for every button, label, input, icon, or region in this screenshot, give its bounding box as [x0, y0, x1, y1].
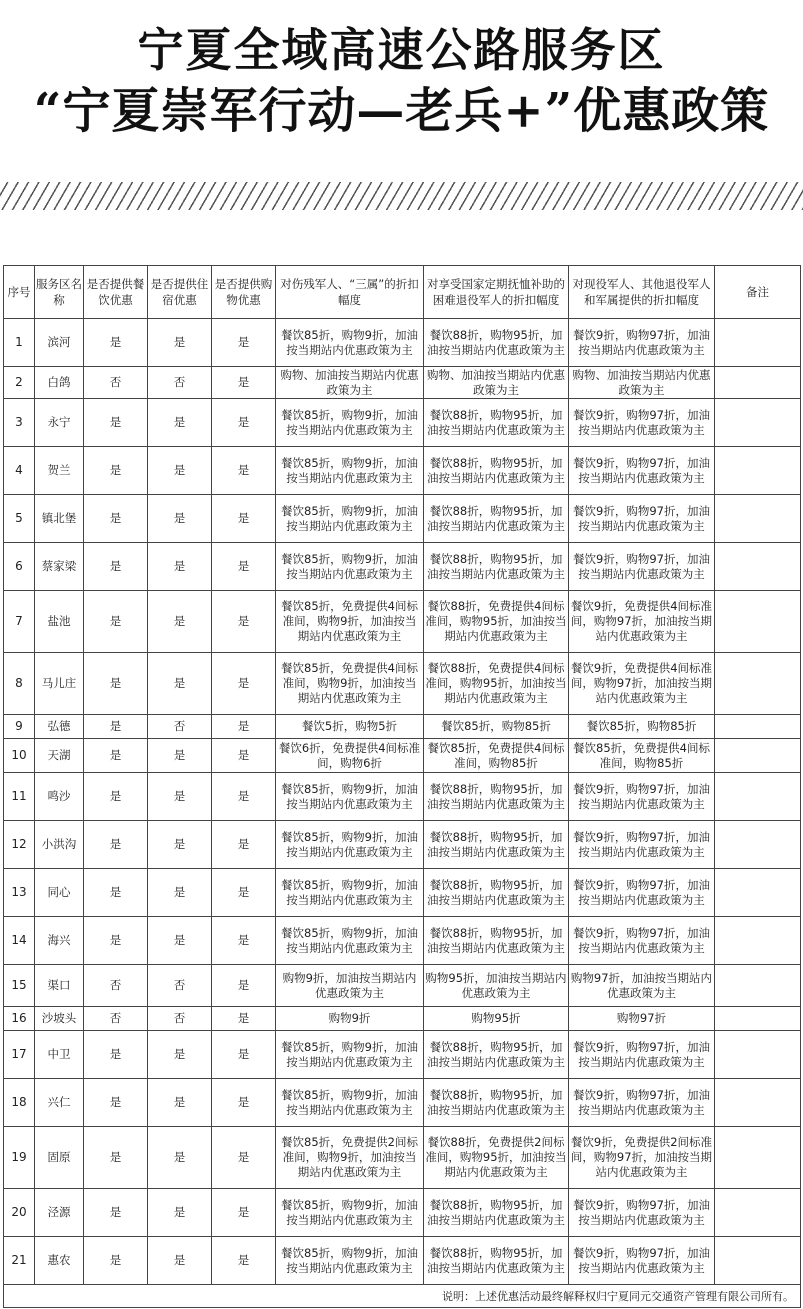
row-needy-veteran-discount: 餐饮88折，免费提供2间标准间，购物95折，加油按当期站内优惠政策为主 — [424, 1127, 569, 1189]
row-no: 7 — [4, 591, 35, 653]
table-row — [4, 319, 801, 367]
row-shop-offer: 是 — [212, 869, 276, 917]
row-disabled-veteran-discount: 餐饮85折，购物9折，加油按当期站内优惠政策为主 — [276, 1189, 424, 1237]
row-note — [715, 1237, 801, 1285]
row-no: 10 — [4, 739, 35, 773]
row-needy-veteran-discount: 餐饮88折，购物95折，加油按当期站内优惠政策为主 — [424, 1237, 569, 1285]
row-needy-veteran-discount: 餐饮88折，购物95折，加油按当期站内优惠政策为主 — [424, 869, 569, 917]
row-disabled-veteran-discount: 餐饮85折，购物9折，加油按当期站内优惠政策为主 — [276, 1079, 424, 1127]
row-disabled-veteran-discount: 餐饮85折，免费提供2间标准间，购物9折，加油按当期站内优惠政策为主 — [276, 1127, 424, 1189]
footer-note: 说明：上述优惠活动最终解释权归宁夏同元交通资产管理有限公司所有。 — [4, 1285, 801, 1308]
column-header-needy-veteran-discount: 对享受国家定期抚恤补助的困难退役军人的折扣幅度 — [424, 266, 569, 319]
row-no: 1 — [4, 319, 35, 367]
row-food-offer: 是 — [84, 739, 148, 773]
row-stay-offer: 是 — [148, 1079, 212, 1127]
row-active-military-discount: 餐饮85折，免费提供4间标准间，购物85折 — [569, 739, 715, 773]
row-no: 16 — [4, 1007, 35, 1031]
row-no: 19 — [4, 1127, 35, 1189]
row-note — [715, 1031, 801, 1079]
row-stay-offer: 是 — [148, 319, 212, 367]
row-no: 17 — [4, 1031, 35, 1079]
row-stay-offer: 是 — [148, 495, 212, 543]
row-no: 2 — [4, 367, 35, 399]
row-active-military-discount: 餐饮9折，购物97折，加油按当期站内优惠政策为主 — [569, 447, 715, 495]
row-stay-offer: 是 — [148, 1237, 212, 1285]
row-stay-offer: 是 — [148, 543, 212, 591]
row-needy-veteran-discount: 餐饮88折，购物95折，加油按当期站内优惠政策为主 — [424, 1079, 569, 1127]
row-disabled-veteran-discount: 购物9折，加油按当期站内优惠政策为主 — [276, 965, 424, 1007]
row-food-offer: 是 — [84, 495, 148, 543]
row-stay-offer: 是 — [148, 447, 212, 495]
row-note — [715, 821, 801, 869]
row-stay-offer: 是 — [148, 399, 212, 447]
row-note — [715, 917, 801, 965]
row-food-offer: 是 — [84, 1189, 148, 1237]
row-shop-offer: 是 — [212, 495, 276, 543]
decorative-hatch-divider — [0, 182, 803, 210]
table-row — [4, 653, 801, 715]
row-needy-veteran-discount: 购物、加油按当期站内优惠政策为主 — [424, 367, 569, 399]
row-food-offer: 是 — [84, 715, 148, 739]
table-header-row — [4, 266, 801, 319]
row-active-military-discount: 餐饮85折，购物85折 — [569, 715, 715, 739]
row-stay-offer: 是 — [148, 869, 212, 917]
row-disabled-veteran-discount: 餐饮85折，免费提供4间标准间，购物9折，加油按当期站内优惠政策为主 — [276, 591, 424, 653]
table-row — [4, 1189, 801, 1237]
row-note — [715, 965, 801, 1007]
table-row — [4, 367, 801, 399]
row-shop-offer: 是 — [212, 399, 276, 447]
table-row — [4, 965, 801, 1007]
row-needy-veteran-discount: 餐饮88折，购物95折，加油按当期站内优惠政策为主 — [424, 319, 569, 367]
row-needy-veteran-discount: 餐饮88折，购物95折，加油按当期站内优惠政策为主 — [424, 495, 569, 543]
row-service-area: 固原 — [35, 1127, 84, 1189]
row-stay-offer: 否 — [148, 965, 212, 1007]
row-note — [715, 399, 801, 447]
row-note — [715, 869, 801, 917]
table-row — [4, 1031, 801, 1079]
row-no: 9 — [4, 715, 35, 739]
row-active-military-discount: 餐饮9折，购物97折，加油按当期站内优惠政策为主 — [569, 495, 715, 543]
column-header-disabled-veteran-discount: 对伤残军人、“三属”的折扣幅度 — [276, 266, 424, 319]
row-needy-veteran-discount: 餐饮88折，购物95折，加油按当期站内优惠政策为主 — [424, 1031, 569, 1079]
row-food-offer: 是 — [84, 653, 148, 715]
row-service-area: 小洪沟 — [35, 821, 84, 869]
row-note — [715, 1127, 801, 1189]
row-no: 13 — [4, 869, 35, 917]
row-service-area: 同心 — [35, 869, 84, 917]
row-stay-offer: 是 — [148, 1031, 212, 1079]
policy-table-container — [3, 265, 800, 1308]
row-active-military-discount: 餐饮9折，购物97折，加油按当期站内优惠政策为主 — [569, 1031, 715, 1079]
row-active-military-discount: 购物97折 — [569, 1007, 715, 1031]
row-food-offer: 是 — [84, 591, 148, 653]
row-service-area: 海兴 — [35, 917, 84, 965]
row-note — [715, 715, 801, 739]
row-needy-veteran-discount: 餐饮88折，免费提供4间标准间，购物95折，加油按当期站内优惠政策为主 — [424, 591, 569, 653]
table-row — [4, 869, 801, 917]
row-no: 3 — [4, 399, 35, 447]
row-service-area: 蔡家梁 — [35, 543, 84, 591]
row-food-offer: 是 — [84, 773, 148, 821]
column-header-note: 备注 — [715, 266, 801, 319]
page-header — [0, 0, 803, 150]
row-disabled-veteran-discount: 餐饮85折，购物9折，加油按当期站内优惠政策为主 — [276, 495, 424, 543]
table-row — [4, 1007, 801, 1031]
row-no: 18 — [4, 1079, 35, 1127]
row-active-military-discount: 餐饮9折，购物97折，加油按当期站内优惠政策为主 — [569, 917, 715, 965]
row-needy-veteran-discount: 餐饮88折，购物95折，加油按当期站内优惠政策为主 — [424, 821, 569, 869]
row-disabled-veteran-discount: 餐饮85折，购物9折，加油按当期站内优惠政策为主 — [276, 773, 424, 821]
row-no: 5 — [4, 495, 35, 543]
row-active-military-discount: 餐饮9折，购物97折，加油按当期站内优惠政策为主 — [569, 399, 715, 447]
row-active-military-discount: 餐饮9折，购物97折，加油按当期站内优惠政策为主 — [569, 319, 715, 367]
row-stay-offer: 否 — [148, 1007, 212, 1031]
column-header-stay: 是否提供住宿优惠 — [148, 266, 212, 319]
column-header-name: 服务区名称 — [35, 266, 84, 319]
row-needy-veteran-discount: 购物95折，加油按当期站内优惠政策为主 — [424, 965, 569, 1007]
row-service-area: 中卫 — [35, 1031, 84, 1079]
page-title-line2: “宁夏崇军行动—老兵+”优惠政策 — [33, 83, 770, 139]
row-note — [715, 1007, 801, 1031]
row-active-military-discount: 餐饮9折，购物97折，加油按当期站内优惠政策为主 — [569, 869, 715, 917]
row-disabled-veteran-discount: 餐饮85折，购物9折，加油按当期站内优惠政策为主 — [276, 1031, 424, 1079]
row-disabled-veteran-discount: 餐饮85折，购物9折，加油按当期站内优惠政策为主 — [276, 917, 424, 965]
row-service-area: 盐池 — [35, 591, 84, 653]
row-food-offer: 是 — [84, 1237, 148, 1285]
row-service-area: 泾源 — [35, 1189, 84, 1237]
row-needy-veteran-discount: 餐饮88折，购物95折，加油按当期站内优惠政策为主 — [424, 543, 569, 591]
row-food-offer: 是 — [84, 399, 148, 447]
row-disabled-veteran-discount: 餐饮85折，购物9折，加油按当期站内优惠政策为主 — [276, 319, 424, 367]
table-row — [4, 495, 801, 543]
row-note — [715, 739, 801, 773]
row-disabled-veteran-discount: 餐饮6折，免费提供4间标准间，购物6折 — [276, 739, 424, 773]
row-active-military-discount: 购物、加油按当期站内优惠政策为主 — [569, 367, 715, 399]
row-needy-veteran-discount: 购物95折 — [424, 1007, 569, 1031]
row-active-military-discount: 餐饮9折，购物97折，加油按当期站内优惠政策为主 — [569, 773, 715, 821]
row-note — [715, 773, 801, 821]
table-row — [4, 1127, 801, 1189]
table-row — [4, 543, 801, 591]
row-needy-veteran-discount: 餐饮85折，购物85折 — [424, 715, 569, 739]
row-shop-offer: 是 — [212, 773, 276, 821]
table-row — [4, 773, 801, 821]
row-disabled-veteran-discount: 餐饮85折，购物9折，加油按当期站内优惠政策为主 — [276, 1237, 424, 1285]
row-food-offer: 是 — [84, 319, 148, 367]
page-title-line1: 宁夏全域高速公路服务区 — [137, 23, 666, 77]
row-food-offer: 是 — [84, 917, 148, 965]
row-no: 21 — [4, 1237, 35, 1285]
row-active-military-discount: 餐饮9折，购物97折，加油按当期站内优惠政策为主 — [569, 821, 715, 869]
row-note — [715, 1189, 801, 1237]
row-food-offer: 否 — [84, 367, 148, 399]
row-stay-offer: 是 — [148, 653, 212, 715]
row-note — [715, 543, 801, 591]
row-no: 20 — [4, 1189, 35, 1237]
row-service-area: 鸣沙 — [35, 773, 84, 821]
table-row — [4, 715, 801, 739]
row-food-offer: 是 — [84, 1079, 148, 1127]
row-shop-offer: 是 — [212, 821, 276, 869]
row-shop-offer: 是 — [212, 1079, 276, 1127]
row-no: 15 — [4, 965, 35, 1007]
row-shop-offer: 是 — [212, 319, 276, 367]
row-disabled-veteran-discount: 餐饮85折，购物9折，加油按当期站内优惠政策为主 — [276, 399, 424, 447]
row-service-area: 永宁 — [35, 399, 84, 447]
row-food-offer: 否 — [84, 965, 148, 1007]
row-disabled-veteran-discount: 餐饮85折，购物9折，加油按当期站内优惠政策为主 — [276, 543, 424, 591]
row-shop-offer: 是 — [212, 447, 276, 495]
row-stay-offer: 否 — [148, 715, 212, 739]
row-needy-veteran-discount: 餐饮88折，购物95折，加油按当期站内优惠政策为主 — [424, 447, 569, 495]
row-shop-offer: 是 — [212, 653, 276, 715]
table-row — [4, 821, 801, 869]
table-row — [4, 917, 801, 965]
row-no: 14 — [4, 917, 35, 965]
table-row — [4, 447, 801, 495]
row-service-area: 兴仁 — [35, 1079, 84, 1127]
row-stay-offer: 是 — [148, 773, 212, 821]
row-active-military-discount: 餐饮9折，免费提供4间标准间，购物97折，加油按当期站内优惠政策为主 — [569, 591, 715, 653]
row-stay-offer: 是 — [148, 1127, 212, 1189]
row-service-area: 滨河 — [35, 319, 84, 367]
row-needy-veteran-discount: 餐饮88折，购物95折，加油按当期站内优惠政策为主 — [424, 399, 569, 447]
row-disabled-veteran-discount: 餐饮85折，购物9折，加油按当期站内优惠政策为主 — [276, 447, 424, 495]
row-note — [715, 367, 801, 399]
row-no: 6 — [4, 543, 35, 591]
row-shop-offer: 是 — [212, 1007, 276, 1031]
row-disabled-veteran-discount: 餐饮85折，免费提供4间标准间，购物9折，加油按当期站内优惠政策为主 — [276, 653, 424, 715]
row-note — [715, 319, 801, 367]
row-service-area: 白鸽 — [35, 367, 84, 399]
row-note — [715, 495, 801, 543]
row-no: 11 — [4, 773, 35, 821]
row-stay-offer: 是 — [148, 917, 212, 965]
row-disabled-veteran-discount: 购物9折 — [276, 1007, 424, 1031]
row-needy-veteran-discount: 餐饮88折，购物95折，加油按当期站内优惠政策为主 — [424, 773, 569, 821]
row-disabled-veteran-discount: 购物、加油按当期站内优惠政策为主 — [276, 367, 424, 399]
column-header-active-military-discount: 对现役军人、其他退役军人和军属提供的折扣幅度 — [569, 266, 715, 319]
row-shop-offer: 是 — [212, 1127, 276, 1189]
row-disabled-veteran-discount: 餐饮85折，购物9折，加油按当期站内优惠政策为主 — [276, 869, 424, 917]
table-row — [4, 1079, 801, 1127]
row-active-military-discount: 餐饮9折，购物97折，加油按当期站内优惠政策为主 — [569, 1237, 715, 1285]
row-note — [715, 1079, 801, 1127]
row-stay-offer: 是 — [148, 591, 212, 653]
row-shop-offer: 是 — [212, 367, 276, 399]
row-note — [715, 447, 801, 495]
row-food-offer: 是 — [84, 1031, 148, 1079]
row-service-area: 贺兰 — [35, 447, 84, 495]
row-food-offer: 否 — [84, 1007, 148, 1031]
row-service-area: 弘德 — [35, 715, 84, 739]
row-service-area: 沙坡头 — [35, 1007, 84, 1031]
row-active-military-discount: 餐饮9折，免费提供4间标准间，购物97折，加油按当期站内优惠政策为主 — [569, 653, 715, 715]
row-food-offer: 是 — [84, 821, 148, 869]
row-shop-offer: 是 — [212, 1189, 276, 1237]
row-food-offer: 是 — [84, 447, 148, 495]
row-active-military-discount: 餐饮9折，购物97折，加油按当期站内优惠政策为主 — [569, 1189, 715, 1237]
table-footer-row — [4, 1285, 801, 1308]
row-service-area: 镇北堡 — [35, 495, 84, 543]
row-stay-offer: 否 — [148, 367, 212, 399]
table-row — [4, 591, 801, 653]
row-service-area: 马儿庄 — [35, 653, 84, 715]
row-note — [715, 653, 801, 715]
row-needy-veteran-discount: 餐饮85折，免费提供4间标准间，购物85折 — [424, 739, 569, 773]
row-shop-offer: 是 — [212, 715, 276, 739]
row-shop-offer: 是 — [212, 917, 276, 965]
row-needy-veteran-discount: 餐饮88折，购物95折，加油按当期站内优惠政策为主 — [424, 917, 569, 965]
row-shop-offer: 是 — [212, 739, 276, 773]
row-service-area: 天湖 — [35, 739, 84, 773]
row-shop-offer: 是 — [212, 591, 276, 653]
row-active-military-discount: 餐饮9折，购物97折，加油按当期站内优惠政策为主 — [569, 1079, 715, 1127]
row-no: 8 — [4, 653, 35, 715]
policy-table — [3, 265, 801, 1308]
row-shop-offer: 是 — [212, 1031, 276, 1079]
row-stay-offer: 是 — [148, 1189, 212, 1237]
row-shop-offer: 是 — [212, 1237, 276, 1285]
row-active-military-discount: 餐饮9折，购物97折，加油按当期站内优惠政策为主 — [569, 543, 715, 591]
row-service-area: 渠口 — [35, 965, 84, 1007]
row-active-military-discount: 餐饮9折，免费提供2间标准间，购物97折，加油按当期站内优惠政策为主 — [569, 1127, 715, 1189]
row-service-area: 惠农 — [35, 1237, 84, 1285]
column-header-food: 是否提供餐饮优惠 — [84, 266, 148, 319]
row-stay-offer: 是 — [148, 821, 212, 869]
row-note — [715, 591, 801, 653]
row-shop-offer: 是 — [212, 965, 276, 1007]
row-food-offer: 是 — [84, 869, 148, 917]
table-row — [4, 1237, 801, 1285]
row-disabled-veteran-discount: 餐饮85折，购物9折，加油按当期站内优惠政策为主 — [276, 821, 424, 869]
row-needy-veteran-discount: 餐饮88折，免费提供4间标准间，购物95折，加油按当期站内优惠政策为主 — [424, 653, 569, 715]
column-header-shop: 是否提供购物优惠 — [212, 266, 276, 319]
column-header-no: 序号 — [4, 266, 35, 319]
row-shop-offer: 是 — [212, 543, 276, 591]
row-active-military-discount: 购物97折，加油按当期站内优惠政策为主 — [569, 965, 715, 1007]
row-food-offer: 是 — [84, 1127, 148, 1189]
row-no: 4 — [4, 447, 35, 495]
row-stay-offer: 是 — [148, 739, 212, 773]
row-no: 12 — [4, 821, 35, 869]
row-needy-veteran-discount: 餐饮88折，购物95折，加油按当期站内优惠政策为主 — [424, 1189, 569, 1237]
row-food-offer: 是 — [84, 543, 148, 591]
row-disabled-veteran-discount: 餐饮5折，购物5折 — [276, 715, 424, 739]
table-row — [4, 399, 801, 447]
table-row — [4, 739, 801, 773]
